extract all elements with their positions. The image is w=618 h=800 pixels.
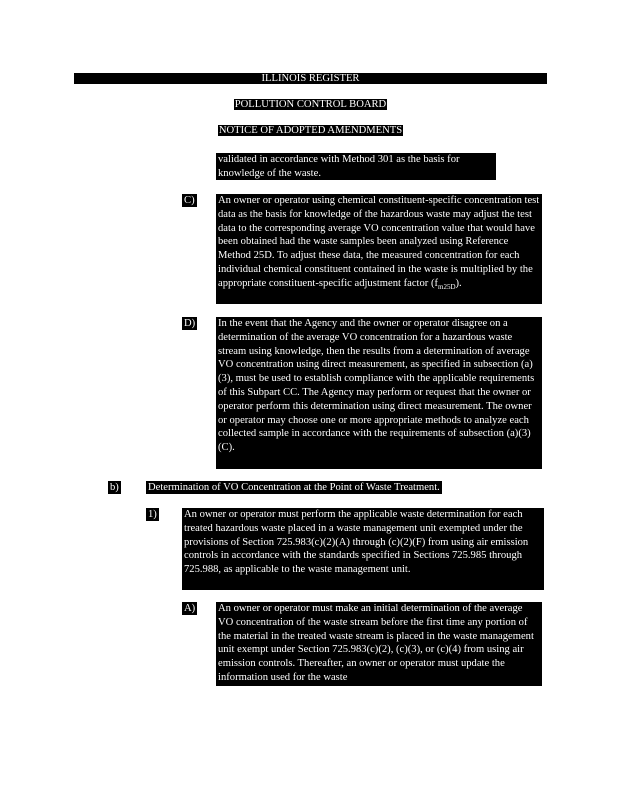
item-a-text: An owner or operator must make an initial determination of the average VO concentration of the waste stream before the first time any portion of the material in the treated waste stream is placed in the waste management unit exempt under Section 725.983(c)(2), (c)(3), or (c)(4) from using air emission controls. Thereafter, an owner or operator must update the information used for the waste [218, 603, 534, 683]
item-c-text: An owner or operator using chemical constituent-specific concentration test data as the basis for knowledge of the hazardous waste may adjust the test data to the corresponding average VO concentration value that would have been obtained had the waste samples been analyzed using Reference Method 25D. To adjust these data, the measured concentration for each individual chemical constituent contained in the waste is multiplied by the appropriate constituent-specific adjustment factor (f [218, 195, 540, 289]
register-title-text: ILLINOIS REGISTER [261, 73, 360, 84]
board-title [74, 98, 547, 111]
item-d-paragraph [216, 317, 542, 469]
item-d-text: In the event that the Agency and the owner or operator disagree on a determination of the average VO concentration for a hazardous waste stream using knowledge, then the results from a determination of average VO concentration using direct measurement, as specified in subsection (a)(3), must be used to establish compliance with the applicable requirements of this Subpart CC. The Agency may perform or request that the owner or operator perform this determination using direct measurement. The owner or operator may choose one or more appropriate methods to analyze each collected sample in accordance with the requirements of subsection (a)(3)(C). [218, 318, 535, 454]
register-title [74, 72, 547, 85]
item-d-label: D) [184, 318, 196, 329]
item-a-paragraph [216, 602, 542, 686]
notice-title-text: NOTICE OF ADOPTED AMENDMENTS [218, 125, 403, 136]
item-c-paragraph [216, 194, 542, 304]
item-a-label: A) [184, 603, 196, 614]
section-b-label: b) [110, 482, 119, 493]
item-c-text-end: ). [455, 277, 462, 289]
section-b-heading: Determination of VO Concentration at the Point of Waste Treatment. [148, 482, 440, 493]
item-c-subscript: m25D [438, 282, 456, 291]
item-1-text: An owner or operator must perform the applicable waste determination for each treated hazardous waste placed in a waste management unit exempted under the provisions of Section 725.983(c)(2)(A) through (c)(2)(F) from using air emission controls in accordance with the standards specified in Sections 725.985 through 725.988, as applicable to the waste management unit. [184, 509, 529, 576]
item-c-label: C) [184, 195, 195, 206]
item-1-paragraph [182, 508, 544, 590]
board-title-text: POLLUTION CONTROL BOARD [234, 99, 387, 110]
notice-title [74, 124, 547, 137]
continuation-text: validated in accordance with Method 301 as the basis for knowledge of the waste. [218, 154, 460, 179]
item-1-label: 1) [148, 509, 157, 520]
continuation-paragraph [216, 153, 496, 180]
